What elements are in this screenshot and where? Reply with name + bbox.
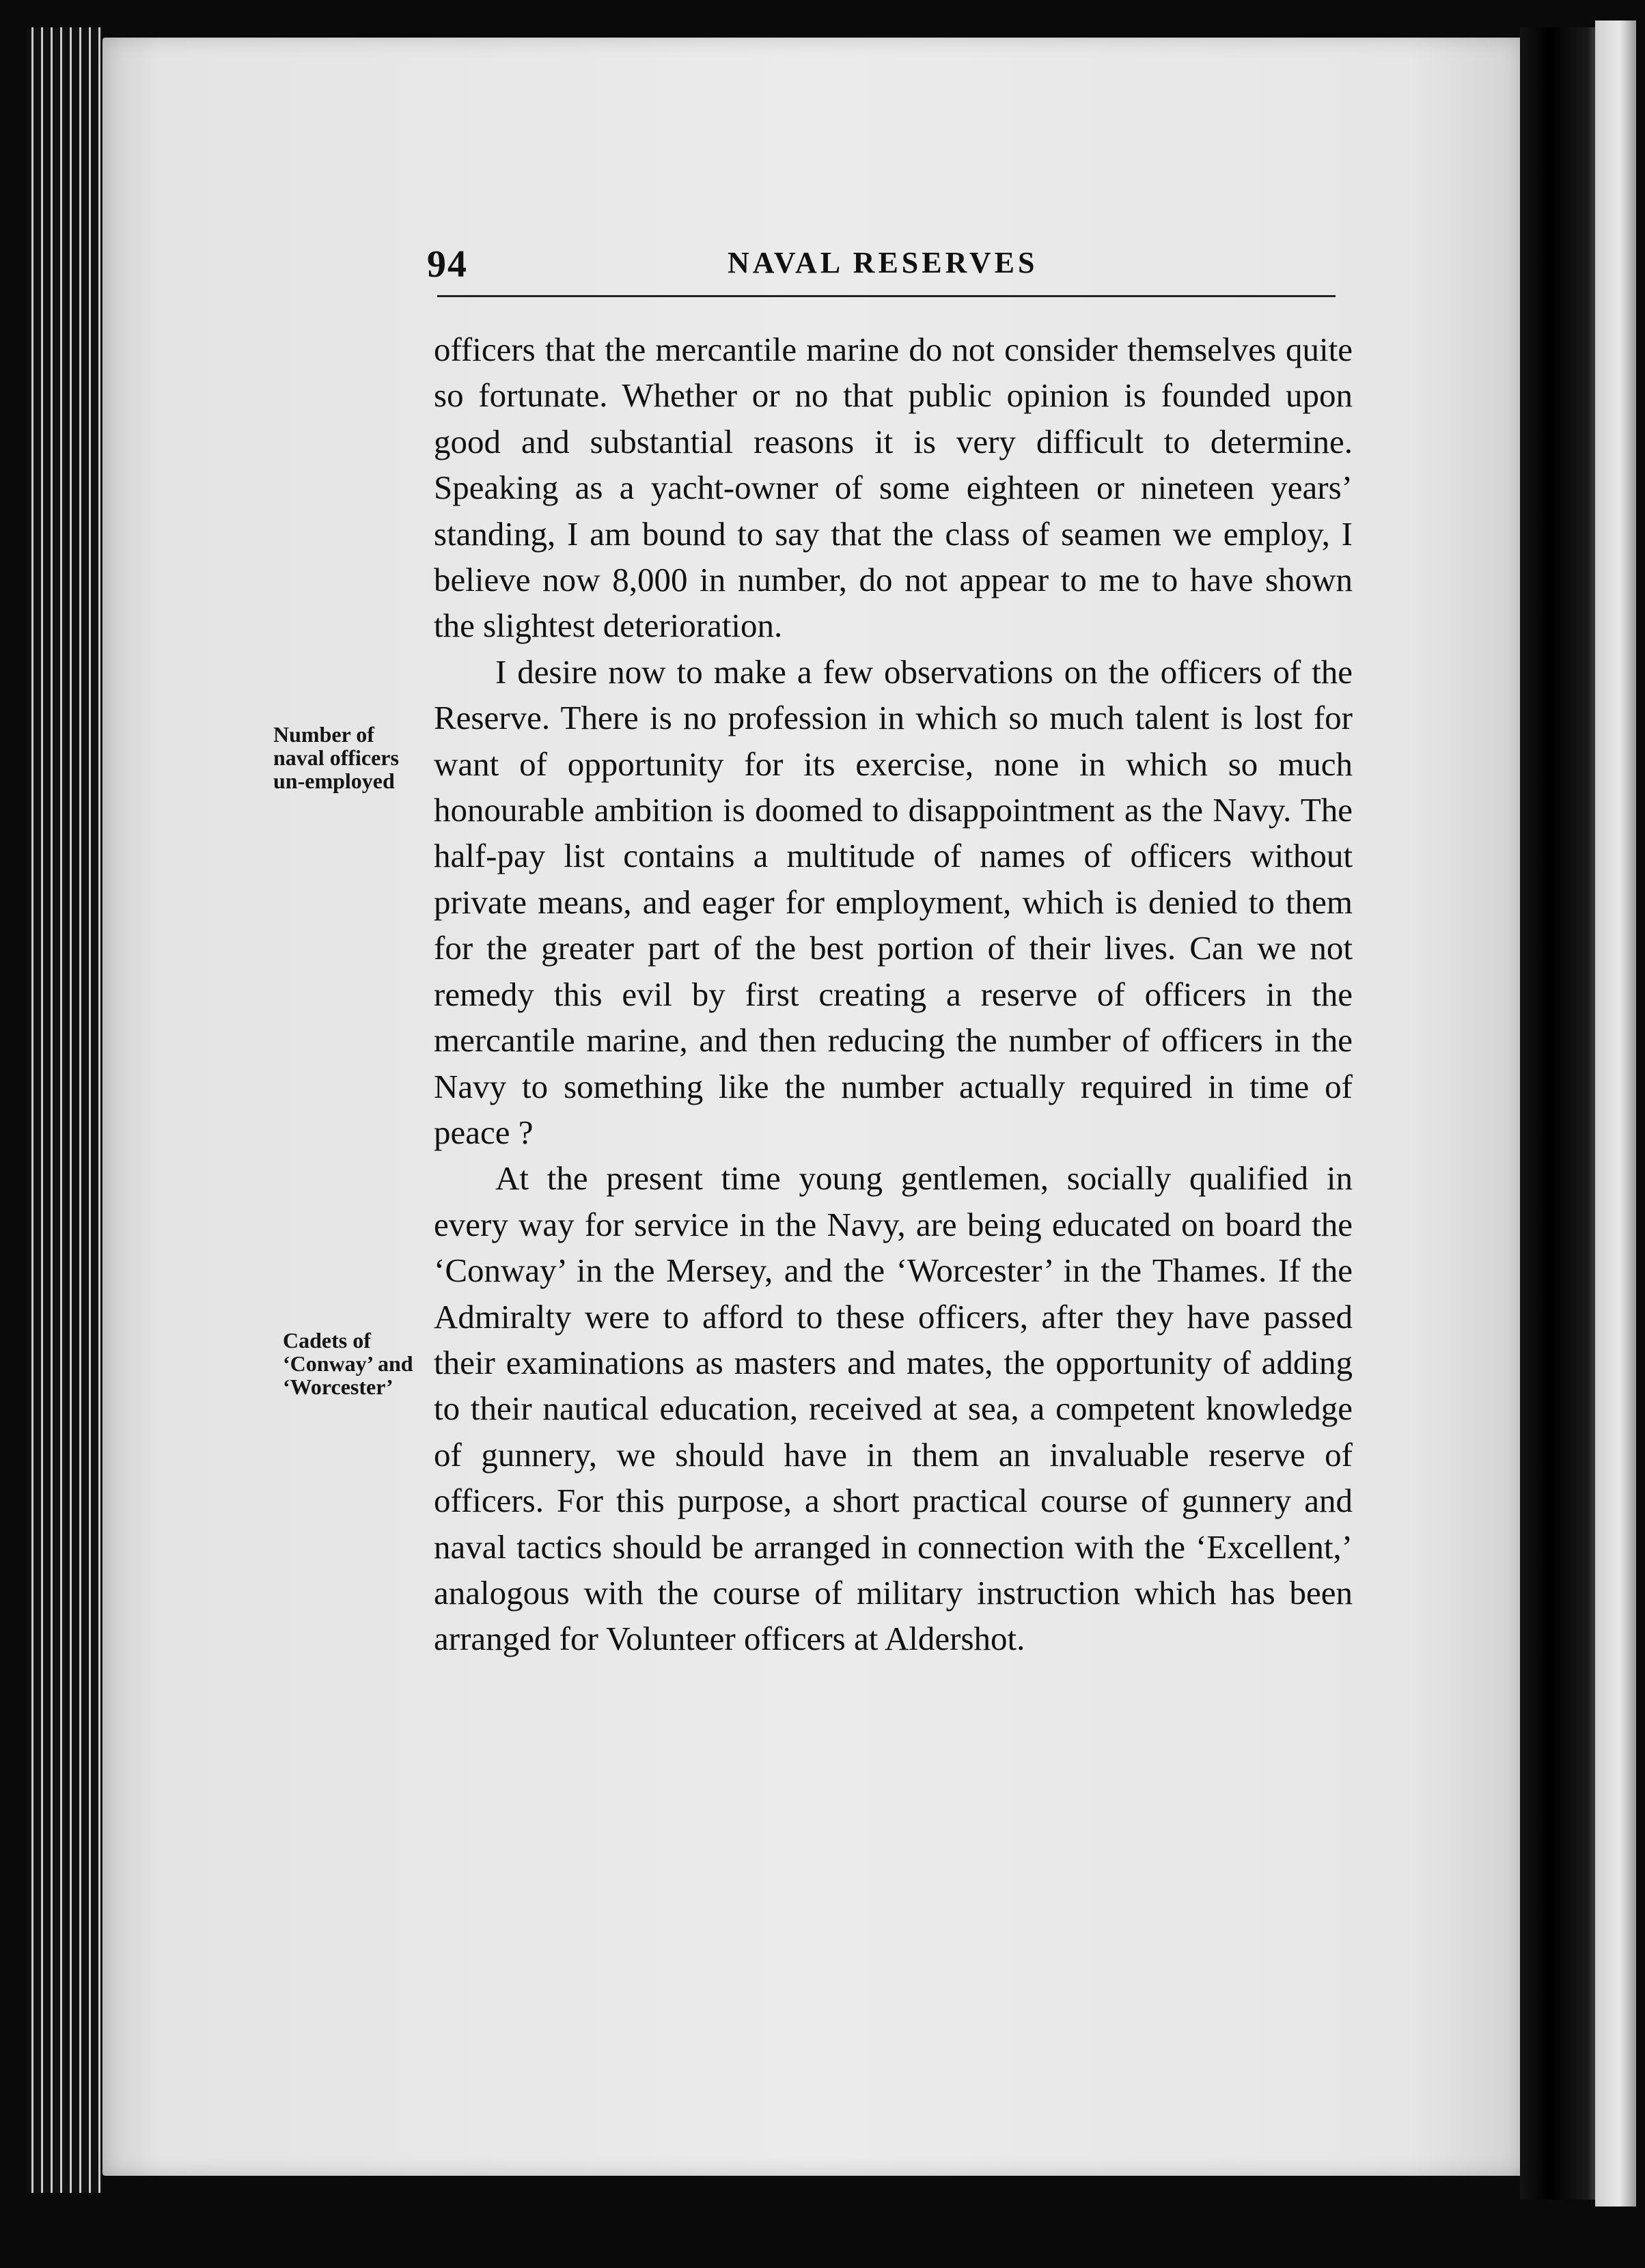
paragraph-2: I desire now to make a few observations on the officers of the Reserve. There is no profession in which so much talent is lost for want of opportunity for its exercise, none in which so much honourable ambition is doomed to disappointment as the Navy. The half-pay list contains a multitude of names of officers without private means, and eager for employment, which is denied to them for the greater part of the best portion of their lives. Can we not remedy this evil by first creating a reserve of officers in the mercantile marine, and then reducing the number of officers in the Navy to something like the number actually required in time of peace ? [434,652,1353,1151]
paragraph-1: officers that the mercantile marine do not consider themselves quite so fortunate. Whether or no that public opinion is founded upon good and substantial reasons it is very difficult to determine. Speaking as a yacht-owner of some eighteen or nineteen years’ standing, I am bound to say that the class of seamen we employ, I believe now 8,000 in number, do not appear to me to have shown the slightest deterioration. [434,331,1353,645]
paragraph-3: At the present time young gentlemen, socially qualified in every way for service in the Navy, are being educated on board the ‘Conway’ in the Mersey, and the ‘Worcester’ in the Thames. If the Admiralty were to afford to these officers, after they have passed their examinations as masters and mates, the opportunity of adding to their nautical education, received at sea, a competent knowledge of gunnery, we should have in them an invaluable reserve of officers. For this purpose, a short practical course of gunnery and naval tactics should be arranged in connection with the ‘Excellent,’ analogous with the course of military instruction which has been arranged for Volunteer officers at Aldershot. [434,1159,1353,1658]
stacked-page-edges [27,27,102,2193]
margin-note-naval-officers: Number of naval officers un-employed [273,722,399,793]
page-header [427,243,1336,290]
margin-note-cadets: Cadets of ‘Conway’ and ‘Worcester’ [283,1328,413,1399]
header-rule [437,295,1336,297]
page-number: 94 [427,243,468,286]
facing-page-edge [1595,20,1636,2207]
running-head: NAVAL RESERVES [728,246,1038,279]
gutter-shadow [1520,27,1595,2200]
body-text [434,327,1353,1662]
